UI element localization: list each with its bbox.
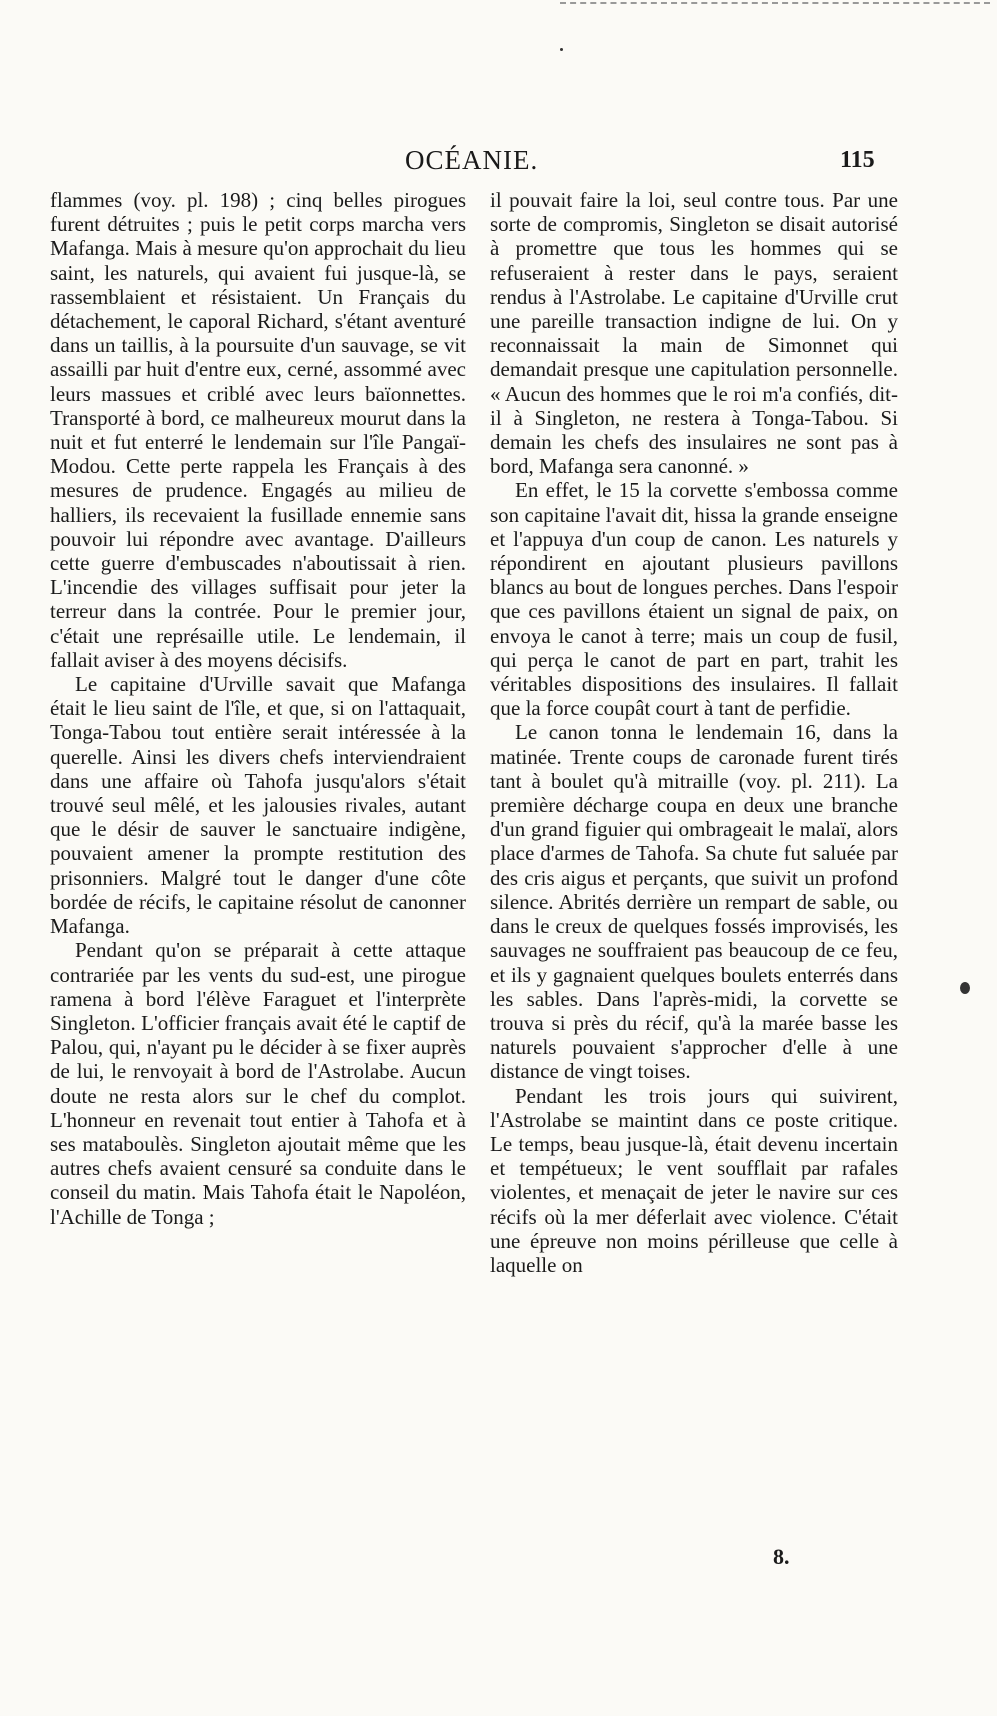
- top-edge-rule: [560, 2, 990, 6]
- signature-mark: 8.: [773, 1544, 790, 1569]
- ink-speck: [560, 48, 563, 51]
- paragraph: flammes (voy. pl. 198) ; cinq belles pirogues furent détruites ; puis le petit corps marcha vers Mafanga. Mais à mesure qu'on approchait du lieu saint, les naturels, qui avaient fui jusque-là, se rassemblaient et résistaient. Un Français du détachement, le caporal Richard, s'étant aventuré dans un taillis, à la poursuite d'un sauvage, se vit assailli par huit d'entre eux, cerné, assommé avec leurs massues et criblé avec leurs baïonnettes. Transporté à bord, ce malheureux mourut dans la nuit et fut enterré le lendemain sur l'île Pangaï-Modou. Cette perte rappela les Français à des mesures de prudence. Engagés au milieu de halliers, ils recevaient la fusillade ennemie sans pouvoir lui répondre avec avantage. D'ailleurs cette guerre d'embuscades n'aboutissait à rien. L'incendie des villages suffisait pour jeter la terreur dans la contrée. Pour le premier jour, c'était une représaille utile. Le lendemain, il fallait aviser à des moyens décisifs.: [50, 188, 466, 672]
- paragraph: Le capitaine d'Urville savait que Mafanga était le lieu saint de l'île, et que, si on l'attaquait, Tonga-Tabou tout entière serait intéressée à la querelle. Ainsi les divers chefs interviendraient dans une affaire où Tahofa jusqu'alors s'était trouvé seul mêlé, et les jalousies rivales, autant que le désir de sauver le sanctuaire indigène, pouvaient amener la prompte restitution des prisonniers. Malgré tout le danger d'une côte bordée de récifs, le capitaine résolut de canonner Mafanga.: [50, 672, 466, 939]
- right-column: [490, 188, 898, 1277]
- paragraph: il pouvait faire la loi, seul contre tous. Par une sorte de compromis, Singleton se disait autorisé à promettre que tous les hommes qui se refuseraient à rester dans le pays, seraient rendus à l'Astrolabe. Le capitaine d'Urville crut une pareille transaction indigne de lui. On y reconnaissait la main de Simonnet qui demandait presque une capitulation personnelle. « Aucun des hommes que le roi m'a confiés, dit-il à Singleton, ne restera à Tonga-Tabou. Si demain les chefs des insulaires ne sont pas à bord, Mafanga sera canonné. »: [490, 188, 898, 479]
- paragraph: Le canon tonna le lendemain 16, dans la matinée. Trente coups de caronade furent tirés tant à boulet qu'à mitraille (voy. pl. 211). La première décharge coupa en deux une branche d'un grand figuier qui ombrageait le malaï, alors place d'armes de Tahofa. Sa chute fut saluée par des cris aigus et perçants, que suivit un profond silence. Abrités derrière un rempart de sable, ou dans le creux de quelques fossés improvisés, les sauvages ne souffraient pas beaucoup de ce feu, et ils y gagnaient quelques boulets enterrés dans les sables. Dans l'après-midi, la corvette se trouva si près du récif, qu'à la marée basse les naturels pouvaient s'approcher d'elle à une distance de vingt toises.: [490, 720, 898, 1084]
- paragraph: En effet, le 15 la corvette s'embossa comme son capitaine l'avait dit, hissa la grande enseigne et l'appuya d'un coup de canon. Les naturels y répondirent en ajoutant plusieurs pavillons blancs au bout de longues perches. Dans l'espoir que ces pavillons étaient un signal de paix, on envoya le canot à terre; mais un coup de fusil, qui perça le canot de part en part, trahit les véritables dispositions des insulaires. Il fallait que la force coupât court à tant de perfidie.: [490, 478, 898, 721]
- left-column: [50, 188, 466, 1229]
- ink-speck: [960, 982, 970, 994]
- paragraph: Pendant les trois jours qui suivirent, l'Astrolabe se maintint dans ce poste critique. Le temps, beau jusque-là, était devenu incertain et tempétueux; le vent soufflait par rafales violentes, et menaçait de jeter le navire sur ces récifs où la mer déferlait avec violence. C'était une épreuve non moins périlleuse que celle à laquelle on: [490, 1083, 898, 1277]
- page-number: 115: [840, 147, 875, 173]
- running-header-title: OCÉANIE.: [405, 145, 539, 175]
- paragraph: Pendant qu'on se préparait à cette attaque contrariée par les vents du sud-est, une pirogue ramena à bord l'élève Faraguet et l'interprète Singleton. L'officier français avait été le captif de Palou, qui, n'ayant pu le décider à se fixer auprès de lui, le renvoyait à bord de l'Astrolabe. Aucun doute ne resta alors sur le chef du complot. L'honneur en revenait tout entier à Tahofa et à ses mataboulès. Singleton ajoutait même que les autres chefs avaient censuré sa conduite dans le conseil du matin. Mais Tahofa était le Napoléon, l'Achille de Tonga ;: [50, 938, 466, 1229]
